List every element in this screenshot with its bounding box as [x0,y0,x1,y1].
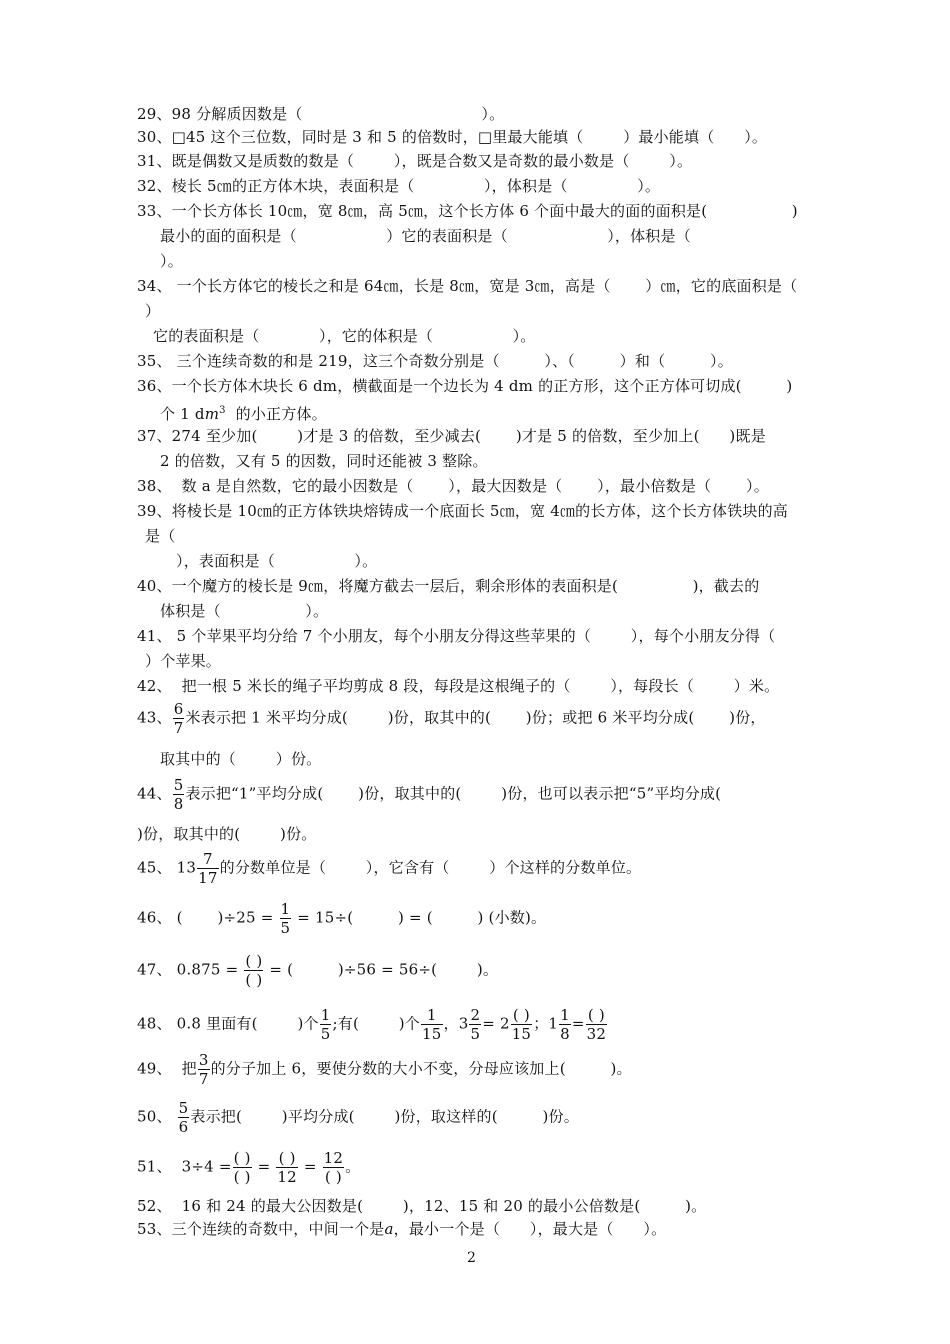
question-36-line2: 个 1 $dm^3$ 的小正方体。 [160,405,327,423]
question-41-line1: 41、 5 个苹果平均分给 7 个小朋友，每个小朋友分得这些苹果的（ ），每个小朋友分得（ [137,627,776,645]
question-52: 52、 16 和 24 的最大公因数是( )，12、15 和 20 的最小公倍数是( )。 [137,1197,707,1215]
fraction: $\frac{2}{5}$ [470,1006,481,1043]
fraction: $\frac{5}{6}$ [178,1099,189,1136]
question-34-line1: 34、 一个长方体它的棱长之和是 64㎝，长是 8㎝，宽是 3㎝，高是（ ）㎝，它的底面积是（ [137,277,798,295]
question-42: 42、 把一根 5 米长的绳子平均剪成 8 段，每段是这根绳子的（ ），每段长（ ）米。 [137,677,780,695]
fraction: $\frac{3}{7}$ [198,1051,209,1088]
fraction: $\frac{1}{8}$ [560,1006,570,1043]
question-30: 30、□45 这个三位数，同时是 3 和 5 的倍数时，□里最大能填（ ）最小能填（ ）。 [137,128,768,146]
fraction: $\frac{( )}{12}$ [277,1149,297,1186]
question-38: 38、 数 a 是自然数，它的最小因数是（ ），最大因数是（ ），最小倍数是（ ）。 [137,477,769,495]
question-37-line2: 2 的倍数，又有 5 的因数，同时还能被 3 整除。 [160,452,488,470]
fraction: $\frac{7}{17}$ [198,850,218,887]
question-44-line2: )份，取其中的( )份。 [137,825,317,843]
question-47: 47、 0.875 = $\frac{( )}{( )}$ = ( )÷56 = 56÷( )。 [137,952,499,989]
question-33-line1: 33、一个长方体长 10㎝，宽 8㎝，高 5㎝，这个长方体 6 个面中最大的面的面积是( ) [137,202,798,220]
fraction: $\frac{( )}{( )}$ [233,1149,251,1186]
question-29: 29、98 分解质因数是（ ）。 [137,105,505,123]
question-36-line1: 36、一个长方体木块长 6 dm，横截面是一个边长为 4 dm 的正方形，这个正方体可切成( ) [137,377,793,395]
question-39-line2: 是（ [145,527,176,545]
question-33-line2: 最小的面的面积是（ ）它的表面积是（ ），体积是（ [160,227,691,245]
question-43-line2: 取其中的（ ）份。 [160,750,322,768]
question-41-line2: ）个苹果。 [145,652,222,670]
question-40-line2: 体积是（ ）。 [160,602,329,620]
question-50: 50、 $\frac{5}{6}$ 表示把( )平均分成( )份，取这样的( )份。 [137,1099,579,1136]
question-40-line1: 40、一个魔方的棱长是 9㎝，将魔方截去一层后，剩余形体的表面积是( )，截去的 [137,577,760,595]
question-31: 31、既是偶数又是质数的数是（ ），既是合数又是奇数的最小数是（ ）。 [137,152,693,170]
question-51: 51、 3÷4 = $\frac{( )}{( )}$ = $\frac{( )}{12}$ = $\frac{12}{( )}$ 。 [137,1149,361,1186]
question-49: 49、 把 $\frac{3}{7}$ 的分子加上 6，要使分数的大小不变，分母应该加上( )。 [137,1051,632,1088]
question-34-line2: ） [145,302,161,320]
fraction: $\frac{5}{8}$ [173,776,184,813]
question-46: 46、 ( )÷25 = $\frac{1}{5}$ = 15÷( ) = ( ) (小数)。 [137,900,547,937]
question-45: 45、 13 $\frac{7}{17}$ 的分数单位是（ ），它含有（ ）个这样的分数单位。 [137,850,642,887]
question-48: 48、 0.8 里面有( )个 $\frac{1}{5}$ ;有( )个 $\frac{1}{15}$ ，3 $\frac{2}{5}$ = 2 $\frac{( )}{15}$ ；1 $\frac{1}{8}$ = $\frac{( )}{32}$ [137,1006,607,1043]
page-number: 2 [467,1250,476,1266]
question-39-line1: 39、将棱长是 10㎝的正方体铁块熔铸成一个底面长 5㎝，宽 4㎝的长方体，这个长方体铁块的高 [137,502,788,520]
fraction: $\frac{1}{15}$ [422,1006,442,1043]
fraction: $\frac{( )}{15}$ [511,1006,532,1043]
question-39-line3: ），表面积是（ ）。 [176,552,378,570]
fraction: $\frac{12}{( )}$ [323,1149,344,1186]
fraction: $\frac{( )}{32}$ [586,1006,607,1043]
question-37-line1: 37、274 至少加( )才是 3 的倍数，至少减去( )才是 5 的倍数，至少加上( )既是 [137,427,766,445]
fraction: $\frac{( )}{( )}$ [245,952,263,989]
fraction: $\frac{1}{5}$ [320,1006,331,1043]
question-35: 35、 三个连续奇数的和是 219，这三个奇数分别是（ ）、（ ）和（ ）。 [137,352,733,370]
question-44-line1: 44、 $\frac{5}{8}$ 表示把“1”平均分成( )份，取其中的( )份，也可以表示把“5”平均分成( [137,776,722,813]
fraction: $\frac{6}{7}$ [173,700,184,737]
question-34-line3: 它的表面积是（ ），它的体积是（ ）。 [153,327,536,345]
question-32: 32、棱长 5㎝的正方体木块，表面积是（ ），体积是（ ）。 [137,177,661,195]
question-53: 53、三个连续的奇数中，中间一个是a，最小一个是（ ），最大是（ ）。 [137,1220,667,1238]
fraction: $\frac{1}{5}$ [280,900,291,937]
question-33-line3: ）。 [160,252,183,270]
question-43-line1: 43、 $\frac{6}{7}$ 米表示把 1 米平均分成( )份，取其中的( )份；或把 6 米平均分成( )份， [137,700,766,737]
